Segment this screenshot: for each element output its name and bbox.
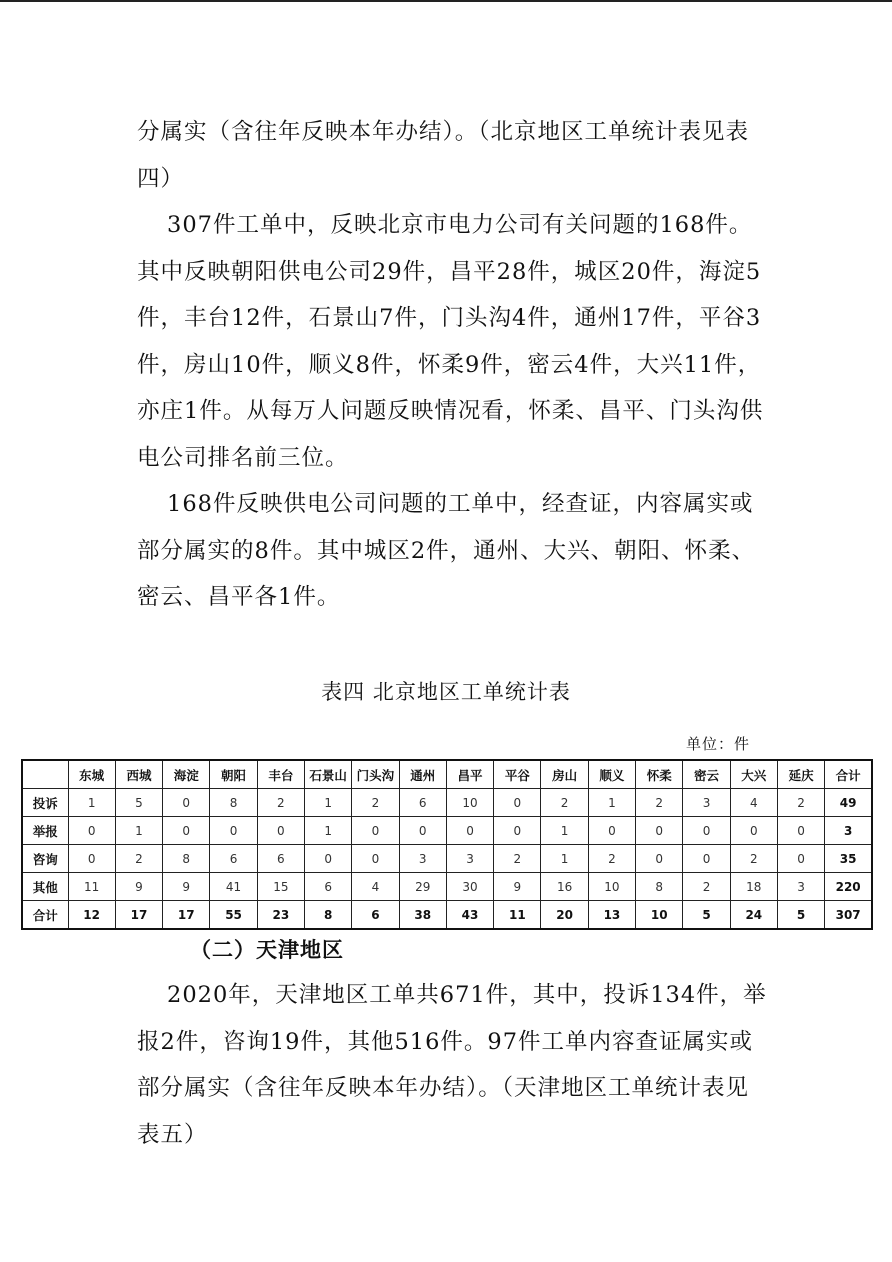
table-cell: 41 (210, 873, 257, 901)
table-cell: 0 (683, 845, 730, 873)
paragraph-3: 168件反映供电公司问题的工单中，经查证，内容属实或部分属实的8件。其中城区2件，通州、大兴、朝阳、怀柔、密云、昌平各1件。 (137, 491, 756, 610)
table-cell: 29 (399, 873, 446, 901)
row-total-cell: 307 (825, 901, 872, 930)
table-cell: 8 (210, 789, 257, 817)
table-cell: 10 (636, 901, 683, 930)
table-cell: 0 (636, 845, 683, 873)
table-cell: 3 (683, 789, 730, 817)
table-row (22, 873, 872, 901)
table-cell: 0 (777, 817, 824, 845)
table-cell: 5 (683, 901, 730, 930)
table-cell: 17 (163, 901, 210, 930)
table-cell: 2 (636, 789, 683, 817)
table-cell: 30 (446, 873, 493, 901)
row-total-cell: 35 (825, 845, 872, 873)
table-cell: 9 (115, 873, 162, 901)
row-label: 合计 (22, 901, 68, 930)
table-cell: 8 (163, 845, 210, 873)
header-cell (22, 760, 68, 789)
row-total-cell: 3 (825, 817, 872, 845)
table-cell: 2 (730, 845, 777, 873)
table-row (22, 789, 872, 817)
table-cell: 2 (352, 789, 399, 817)
header-cell: 西城 (115, 760, 162, 789)
header-cell: 朝阳 (210, 760, 257, 789)
table-cell: 1 (304, 817, 351, 845)
table-cell: 1 (541, 845, 588, 873)
header-cell: 延庆 (777, 760, 824, 789)
table-cell: 55 (210, 901, 257, 930)
header-cell: 合计 (825, 760, 872, 789)
row-label: 投诉 (22, 789, 68, 817)
paragraph-4: 2020年，天津地区工单共671件，其中，投诉134件，举报2件，咨询19件，其他516件。97件工单内容查证属实或部分属实（含往年反映本年办结）。（天津地区工单统计表见表五） (137, 982, 767, 1148)
header-cell: 石景山 (304, 760, 351, 789)
header-cell: 怀柔 (636, 760, 683, 789)
table-cell: 11 (494, 901, 541, 930)
table-cell: 4 (730, 789, 777, 817)
table-cell: 0 (352, 845, 399, 873)
header-cell: 大兴 (730, 760, 777, 789)
table-cell: 5 (777, 901, 824, 930)
table-cell: 0 (494, 817, 541, 845)
table-cell: 13 (588, 901, 635, 930)
table-cell: 8 (304, 901, 351, 930)
table-total-row (22, 901, 872, 930)
header-cell: 昌平 (446, 760, 493, 789)
table-cell: 23 (257, 901, 304, 930)
table-cell: 15 (257, 873, 304, 901)
table-cell: 4 (352, 873, 399, 901)
table-cell: 0 (730, 817, 777, 845)
table-cell: 2 (777, 789, 824, 817)
header-cell: 东城 (68, 760, 115, 789)
table-cell: 11 (68, 873, 115, 901)
table-cell: 1 (115, 817, 162, 845)
table-cell: 3 (777, 873, 824, 901)
table-cell: 9 (163, 873, 210, 901)
table-cell: 0 (446, 817, 493, 845)
table-header-row (22, 760, 872, 789)
table-cell: 0 (210, 817, 257, 845)
table-cell: 2 (588, 845, 635, 873)
table-unit-label: 单位：件 (686, 735, 751, 753)
table-cell: 38 (399, 901, 446, 930)
table-cell: 1 (588, 789, 635, 817)
table-row (22, 817, 872, 845)
header-cell: 丰台 (257, 760, 304, 789)
table-cell: 0 (352, 817, 399, 845)
table-cell: 0 (163, 789, 210, 817)
table-cell: 6 (352, 901, 399, 930)
row-label: 咨询 (22, 845, 68, 873)
section-heading: （二）天津地区 (190, 937, 344, 962)
table-cell: 0 (399, 817, 446, 845)
table-cell: 3 (446, 845, 493, 873)
table-cell: 0 (588, 817, 635, 845)
table-cell: 12 (68, 901, 115, 930)
page-top-border (0, 0, 892, 2)
table-cell: 24 (730, 901, 777, 930)
row-total-cell: 49 (825, 789, 872, 817)
table-cell: 10 (588, 873, 635, 901)
table-cell: 0 (494, 789, 541, 817)
table-cell: 2 (115, 845, 162, 873)
table-cell: 6 (210, 845, 257, 873)
table-cell: 0 (777, 845, 824, 873)
table-cell: 1 (541, 817, 588, 845)
table-cell: 0 (636, 817, 683, 845)
table-cell: 17 (115, 901, 162, 930)
header-cell: 平谷 (494, 760, 541, 789)
table-cell: 16 (541, 873, 588, 901)
table-cell: 6 (399, 789, 446, 817)
table-cell: 10 (446, 789, 493, 817)
table-cell: 2 (541, 789, 588, 817)
paragraph-2: 307件工单中，反映北京市电力公司有关问题的168件。其中反映朝阳供电公司29件，昌平28件，城区20件，海淀5件，丰台12件，石景山7件，门头沟4件，通州17件，平谷3件，房山10件，顺义8件，怀柔9件，密云4件，大兴11件，亦庄1件。从每万人问题反映情况看，怀柔、昌平、门头沟供电公司排名前三位。 (137, 212, 764, 471)
table-cell: 0 (683, 817, 730, 845)
table-cell: 0 (257, 817, 304, 845)
table-body (22, 789, 872, 930)
table-cell: 43 (446, 901, 493, 930)
table-cell: 0 (68, 817, 115, 845)
table-cell: 1 (68, 789, 115, 817)
table-cell: 2 (257, 789, 304, 817)
beijing-work-order-table (21, 759, 873, 930)
header-cell: 密云 (683, 760, 730, 789)
table-cell: 0 (304, 845, 351, 873)
row-label: 其他 (22, 873, 68, 901)
table-row (22, 845, 872, 873)
table-caption: 表四 北京地区工单统计表 (321, 680, 571, 704)
table-cell: 0 (68, 845, 115, 873)
table-cell: 1 (304, 789, 351, 817)
header-cell: 房山 (541, 760, 588, 789)
header-cell: 通州 (399, 760, 446, 789)
table-cell: 18 (730, 873, 777, 901)
table-cell: 8 (636, 873, 683, 901)
table-cell: 0 (163, 817, 210, 845)
row-total-cell: 220 (825, 873, 872, 901)
table-cell: 2 (683, 873, 730, 901)
header-cell: 门头沟 (352, 760, 399, 789)
table-cell: 3 (399, 845, 446, 873)
table-cell: 2 (494, 845, 541, 873)
table-cell: 5 (115, 789, 162, 817)
row-label: 举报 (22, 817, 68, 845)
header-cell: 海淀 (163, 760, 210, 789)
table-cell: 9 (494, 873, 541, 901)
paragraph-1: 分属实（含往年反映本年办结）。（北京地区工单统计表见表四） (137, 119, 750, 192)
header-cell: 顺义 (588, 760, 635, 789)
table-cell: 6 (257, 845, 304, 873)
table-cell: 20 (541, 901, 588, 930)
table-cell: 6 (304, 873, 351, 901)
